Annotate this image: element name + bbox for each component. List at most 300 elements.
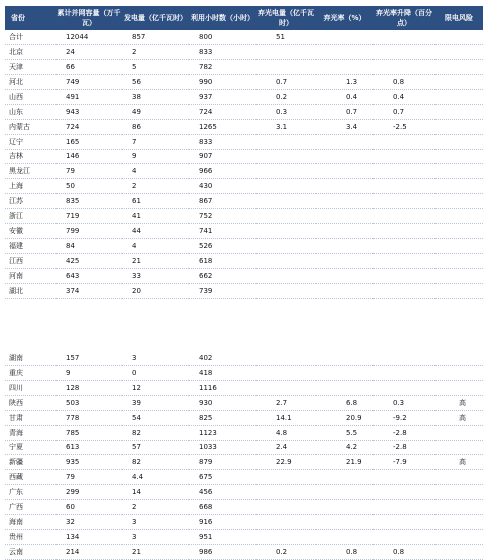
cell-capacity: 79 [56,470,122,485]
cell-province: 北京 [5,44,56,59]
header-capacity: 累计并网容量（万千瓦） [56,6,122,30]
cell-curtailed-energy: 0.2 [256,545,316,560]
cell-generation: 86 [122,119,189,134]
cell-curtailment-rate [316,164,373,179]
cell-province: 河北 [5,74,56,89]
table-row [5,209,483,224]
cell-curtailment-change [373,164,435,179]
cell-curtailed-energy [256,194,316,209]
cell-generation: 2 [122,500,189,515]
cell-curtailed-energy [256,224,316,239]
cell-curtailment-rate [316,485,373,500]
cell-generation: 44 [122,224,189,239]
cell-curtailment-change: -2.8 [373,440,435,455]
cell-restriction-risk [435,351,483,365]
cell-curtailment-change: -2.8 [373,425,435,440]
cell-curtailed-energy [256,283,316,298]
cell-curtailment-change [373,269,435,284]
cell-restriction-risk [435,224,483,239]
cell-curtailed-energy [256,44,316,59]
cell-utilization-hours: 662 [189,269,256,284]
cell-generation: 14 [122,485,189,500]
table-row [5,365,483,380]
cell-generation [122,298,189,351]
cell-curtailment-rate [316,351,373,365]
cell-generation: 82 [122,455,189,470]
cell-curtailed-energy [256,500,316,515]
cell-restriction-risk [435,59,483,74]
cell-curtailment-change: -7.9 [373,455,435,470]
cell-curtailment-change [373,470,435,485]
cell-restriction-risk: 高 [435,410,483,425]
cell-utilization-hours: 752 [189,209,256,224]
cell-curtailment-rate: 3.4 [316,119,373,134]
cell-curtailment-rate [316,283,373,298]
cell-utilization-hours: 930 [189,395,256,410]
cell-curtailment-rate: 20.9 [316,410,373,425]
cell-province: 福建 [5,239,56,254]
cell-curtailment-rate [316,530,373,545]
cell-curtailment-rate [316,224,373,239]
cell-utilization-hours: 402 [189,351,256,365]
table-row [5,298,483,351]
cell-generation: 3 [122,351,189,365]
table-row [5,395,483,410]
cell-province [5,298,56,351]
cell-province: 广东 [5,485,56,500]
cell-utilization-hours: 833 [189,134,256,149]
cell-curtailment-rate: 0.8 [316,545,373,560]
table-row [5,30,483,44]
table-row [5,269,483,284]
cell-curtailed-energy [256,380,316,395]
cell-capacity: 749 [56,74,122,89]
cell-curtailed-energy [256,134,316,149]
cell-capacity: 724 [56,119,122,134]
cell-capacity: 12044 [56,30,122,44]
cell-generation: 56 [122,74,189,89]
cell-generation: 4.4 [122,470,189,485]
cell-generation: 54 [122,410,189,425]
cell-province: 山西 [5,89,56,104]
cell-province: 陕西 [5,395,56,410]
cell-curtailment-change: 0.7 [373,104,435,119]
cell-capacity: 157 [56,351,122,365]
table-row [5,485,483,500]
cell-generation: 7 [122,134,189,149]
table-row [5,351,483,365]
cell-restriction-risk [435,164,483,179]
cell-curtailment-change [373,365,435,380]
cell-curtailed-energy [256,149,316,164]
cell-utilization-hours: 418 [189,365,256,380]
table-row [5,224,483,239]
cell-generation: 12 [122,380,189,395]
cell-utilization-hours: 966 [189,164,256,179]
cell-curtailment-change [373,59,435,74]
cell-generation: 4 [122,239,189,254]
cell-curtailment-rate [316,500,373,515]
cell-generation: 39 [122,395,189,410]
cell-province: 内蒙古 [5,119,56,134]
cell-curtailment-change: -9.2 [373,410,435,425]
cell-curtailment-change [373,44,435,59]
cell-capacity: 60 [56,500,122,515]
cell-curtailment-change: 0.8 [373,74,435,89]
cell-utilization-hours: 986 [189,545,256,560]
cell-curtailment-rate [316,365,373,380]
cell-utilization-hours: 1116 [189,380,256,395]
cell-curtailment-change [373,134,435,149]
cell-capacity: 79 [56,164,122,179]
cell-curtailment-change [373,485,435,500]
cell-utilization-hours: 867 [189,194,256,209]
cell-curtailment-change [373,179,435,194]
cell-utilization-hours: 675 [189,470,256,485]
cell-restriction-risk [435,269,483,284]
cell-curtailment-change [373,254,435,269]
cell-capacity [56,298,122,351]
cell-generation: 4 [122,164,189,179]
cell-curtailed-energy [256,254,316,269]
table-row [5,179,483,194]
cell-curtailed-energy [256,485,316,500]
cell-curtailment-change [373,351,435,365]
cell-restriction-risk [435,470,483,485]
cell-curtailment-change [373,239,435,254]
cell-curtailment-rate [316,30,373,44]
cell-province: 江西 [5,254,56,269]
cell-curtailed-energy [256,515,316,530]
cell-restriction-risk [435,298,483,351]
header-province: 省份 [5,6,56,30]
cell-curtailment-change: 0.8 [373,545,435,560]
cell-restriction-risk [435,380,483,395]
header-curtailment-change: 弃光率升降（百分点） [373,6,435,30]
cell-curtailment-rate [316,298,373,351]
cell-curtailed-energy: 0.7 [256,74,316,89]
cell-province: 贵州 [5,530,56,545]
header-curtailment-rate: 弃光率（%） [316,6,373,30]
cell-capacity: 613 [56,440,122,455]
table-row [5,104,483,119]
cell-capacity: 9 [56,365,122,380]
table-row [5,119,483,134]
cell-generation: 21 [122,254,189,269]
cell-province: 西藏 [5,470,56,485]
cell-capacity: 299 [56,485,122,500]
table-row [5,134,483,149]
cell-utilization-hours: 668 [189,500,256,515]
cell-utilization-hours: 951 [189,530,256,545]
cell-curtailment-change [373,194,435,209]
cell-utilization-hours: 990 [189,74,256,89]
cell-curtailment-change: -2.5 [373,119,435,134]
cell-capacity: 32 [56,515,122,530]
cell-curtailed-energy [256,470,316,485]
cell-curtailment-change: 0.4 [373,89,435,104]
cell-restriction-risk [435,530,483,545]
solar-capacity-table [5,6,483,560]
cell-utilization-hours: 937 [189,89,256,104]
cell-generation: 41 [122,209,189,224]
cell-curtailment-change: 0.3 [373,395,435,410]
cell-capacity: 146 [56,149,122,164]
cell-curtailment-rate [316,134,373,149]
cell-capacity: 491 [56,89,122,104]
table-row [5,74,483,89]
header-utilization-hours: 利用小时数（小时） [189,6,256,30]
cell-utilization-hours: 782 [189,59,256,74]
table-body [5,30,483,560]
cell-restriction-risk [435,239,483,254]
cell-capacity: 778 [56,410,122,425]
cell-curtailment-rate: 6.8 [316,395,373,410]
cell-capacity: 425 [56,254,122,269]
table-row [5,164,483,179]
cell-province: 吉林 [5,149,56,164]
cell-utilization-hours: 1123 [189,425,256,440]
cell-province: 辽宁 [5,134,56,149]
cell-restriction-risk [435,209,483,224]
cell-curtailment-change [373,530,435,545]
cell-curtailment-change [373,380,435,395]
cell-utilization-hours: 739 [189,283,256,298]
table-row [5,380,483,395]
cell-capacity: 835 [56,194,122,209]
table-row [5,545,483,560]
cell-capacity: 24 [56,44,122,59]
cell-curtailment-rate: 0.4 [316,89,373,104]
cell-curtailment-rate [316,254,373,269]
cell-restriction-risk [435,44,483,59]
cell-generation: 20 [122,283,189,298]
cell-curtailed-energy [256,164,316,179]
table-row [5,440,483,455]
cell-capacity: 134 [56,530,122,545]
cell-capacity: 50 [56,179,122,194]
cell-province: 广西 [5,500,56,515]
cell-curtailment-change [373,500,435,515]
cell-restriction-risk [435,134,483,149]
cell-capacity: 785 [56,425,122,440]
cell-restriction-risk [435,365,483,380]
cell-curtailed-energy: 22.9 [256,455,316,470]
table-row [5,239,483,254]
cell-capacity: 214 [56,545,122,560]
cell-curtailment-rate [316,149,373,164]
cell-restriction-risk [435,500,483,515]
cell-curtailment-rate [316,380,373,395]
cell-generation: 82 [122,425,189,440]
cell-curtailed-energy [256,365,316,380]
cell-utilization-hours: 800 [189,30,256,44]
cell-restriction-risk [435,545,483,560]
cell-restriction-risk [435,515,483,530]
cell-utilization-hours: 430 [189,179,256,194]
header-row [5,6,483,30]
cell-curtailment-change [373,30,435,44]
cell-generation: 33 [122,269,189,284]
cell-restriction-risk [435,179,483,194]
cell-capacity: 799 [56,224,122,239]
cell-province: 上海 [5,179,56,194]
cell-curtailment-rate [316,179,373,194]
cell-utilization-hours: 526 [189,239,256,254]
cell-utilization-hours: 907 [189,149,256,164]
cell-curtailment-rate [316,239,373,254]
cell-utilization-hours: 741 [189,224,256,239]
cell-utilization-hours: 456 [189,485,256,500]
cell-restriction-risk [435,149,483,164]
cell-capacity: 943 [56,104,122,119]
cell-restriction-risk [435,74,483,89]
cell-capacity: 165 [56,134,122,149]
cell-generation: 49 [122,104,189,119]
table-row [5,44,483,59]
cell-capacity: 66 [56,59,122,74]
cell-capacity: 643 [56,269,122,284]
cell-generation: 57 [122,440,189,455]
cell-capacity: 935 [56,455,122,470]
cell-province: 宁夏 [5,440,56,455]
cell-generation: 857 [122,30,189,44]
cell-province: 湖南 [5,351,56,365]
table-row [5,515,483,530]
cell-curtailed-energy [256,530,316,545]
cell-restriction-risk [435,30,483,44]
cell-curtailment-rate [316,515,373,530]
header-generation: 发电量（亿千瓦时） [122,6,189,30]
cell-generation: 0 [122,365,189,380]
cell-curtailed-energy: 0.3 [256,104,316,119]
cell-curtailed-energy: 14.1 [256,410,316,425]
cell-utilization-hours: 618 [189,254,256,269]
cell-capacity: 84 [56,239,122,254]
cell-curtailment-change [373,515,435,530]
table-row [5,530,483,545]
cell-utilization-hours: 825 [189,410,256,425]
cell-generation: 3 [122,530,189,545]
cell-curtailed-energy: 2.7 [256,395,316,410]
cell-capacity: 503 [56,395,122,410]
cell-curtailed-energy: 3.1 [256,119,316,134]
cell-curtailment-change [373,209,435,224]
table-row [5,410,483,425]
cell-curtailment-rate [316,470,373,485]
cell-province: 浙江 [5,209,56,224]
cell-generation: 38 [122,89,189,104]
cell-generation: 21 [122,545,189,560]
cell-utilization-hours [189,298,256,351]
table-row [5,425,483,440]
cell-province: 河南 [5,269,56,284]
cell-curtailment-change [373,224,435,239]
cell-province: 黑龙江 [5,164,56,179]
cell-curtailment-change [373,149,435,164]
cell-restriction-risk: 高 [435,455,483,470]
cell-curtailed-energy [256,209,316,224]
cell-province: 重庆 [5,365,56,380]
cell-province: 江苏 [5,194,56,209]
cell-generation: 9 [122,149,189,164]
cell-generation: 5 [122,59,189,74]
cell-curtailment-change [373,283,435,298]
cell-curtailment-rate [316,44,373,59]
cell-curtailed-energy [256,179,316,194]
cell-curtailment-rate [316,194,373,209]
cell-capacity: 719 [56,209,122,224]
cell-curtailed-energy [256,239,316,254]
table-row [5,500,483,515]
cell-utilization-hours: 1033 [189,440,256,455]
cell-utilization-hours: 916 [189,515,256,530]
cell-province: 湖北 [5,283,56,298]
cell-restriction-risk [435,283,483,298]
cell-province: 四川 [5,380,56,395]
cell-capacity: 374 [56,283,122,298]
cell-curtailed-energy [256,298,316,351]
table-row [5,283,483,298]
cell-province: 安徽 [5,224,56,239]
table-row [5,59,483,74]
cell-province: 云南 [5,545,56,560]
cell-utilization-hours: 879 [189,455,256,470]
cell-restriction-risk: 高 [435,395,483,410]
cell-utilization-hours: 724 [189,104,256,119]
cell-curtailed-energy [256,351,316,365]
header-restriction-risk: 限电风险 [435,6,483,30]
table-container [5,6,483,560]
header-curtailed-energy: 弃光电量（亿千瓦时） [256,6,316,30]
cell-restriction-risk [435,89,483,104]
cell-curtailment-rate: 4.2 [316,440,373,455]
cell-province: 甘肃 [5,410,56,425]
cell-curtailment-rate [316,59,373,74]
table-row [5,149,483,164]
cell-generation: 61 [122,194,189,209]
cell-curtailment-rate: 1.3 [316,74,373,89]
cell-curtailment-rate [316,269,373,284]
cell-curtailment-rate: 5.5 [316,425,373,440]
cell-province: 天津 [5,59,56,74]
cell-curtailment-rate [316,209,373,224]
cell-utilization-hours: 833 [189,44,256,59]
cell-capacity: 128 [56,380,122,395]
cell-curtailment-change [373,298,435,351]
cell-province: 合计 [5,30,56,44]
cell-curtailed-energy: 51 [256,30,316,44]
cell-restriction-risk [435,440,483,455]
table-row [5,89,483,104]
cell-restriction-risk [435,104,483,119]
cell-generation: 2 [122,179,189,194]
table-row [5,254,483,269]
cell-generation: 3 [122,515,189,530]
cell-curtailed-energy [256,59,316,74]
table-row [5,194,483,209]
cell-restriction-risk [435,254,483,269]
cell-curtailed-energy: 0.2 [256,89,316,104]
cell-curtailed-energy: 2.4 [256,440,316,455]
cell-curtailed-energy [256,269,316,284]
table-row [5,455,483,470]
cell-utilization-hours: 1265 [189,119,256,134]
cell-province: 海南 [5,515,56,530]
cell-generation: 2 [122,44,189,59]
table-row [5,470,483,485]
cell-restriction-risk [435,119,483,134]
